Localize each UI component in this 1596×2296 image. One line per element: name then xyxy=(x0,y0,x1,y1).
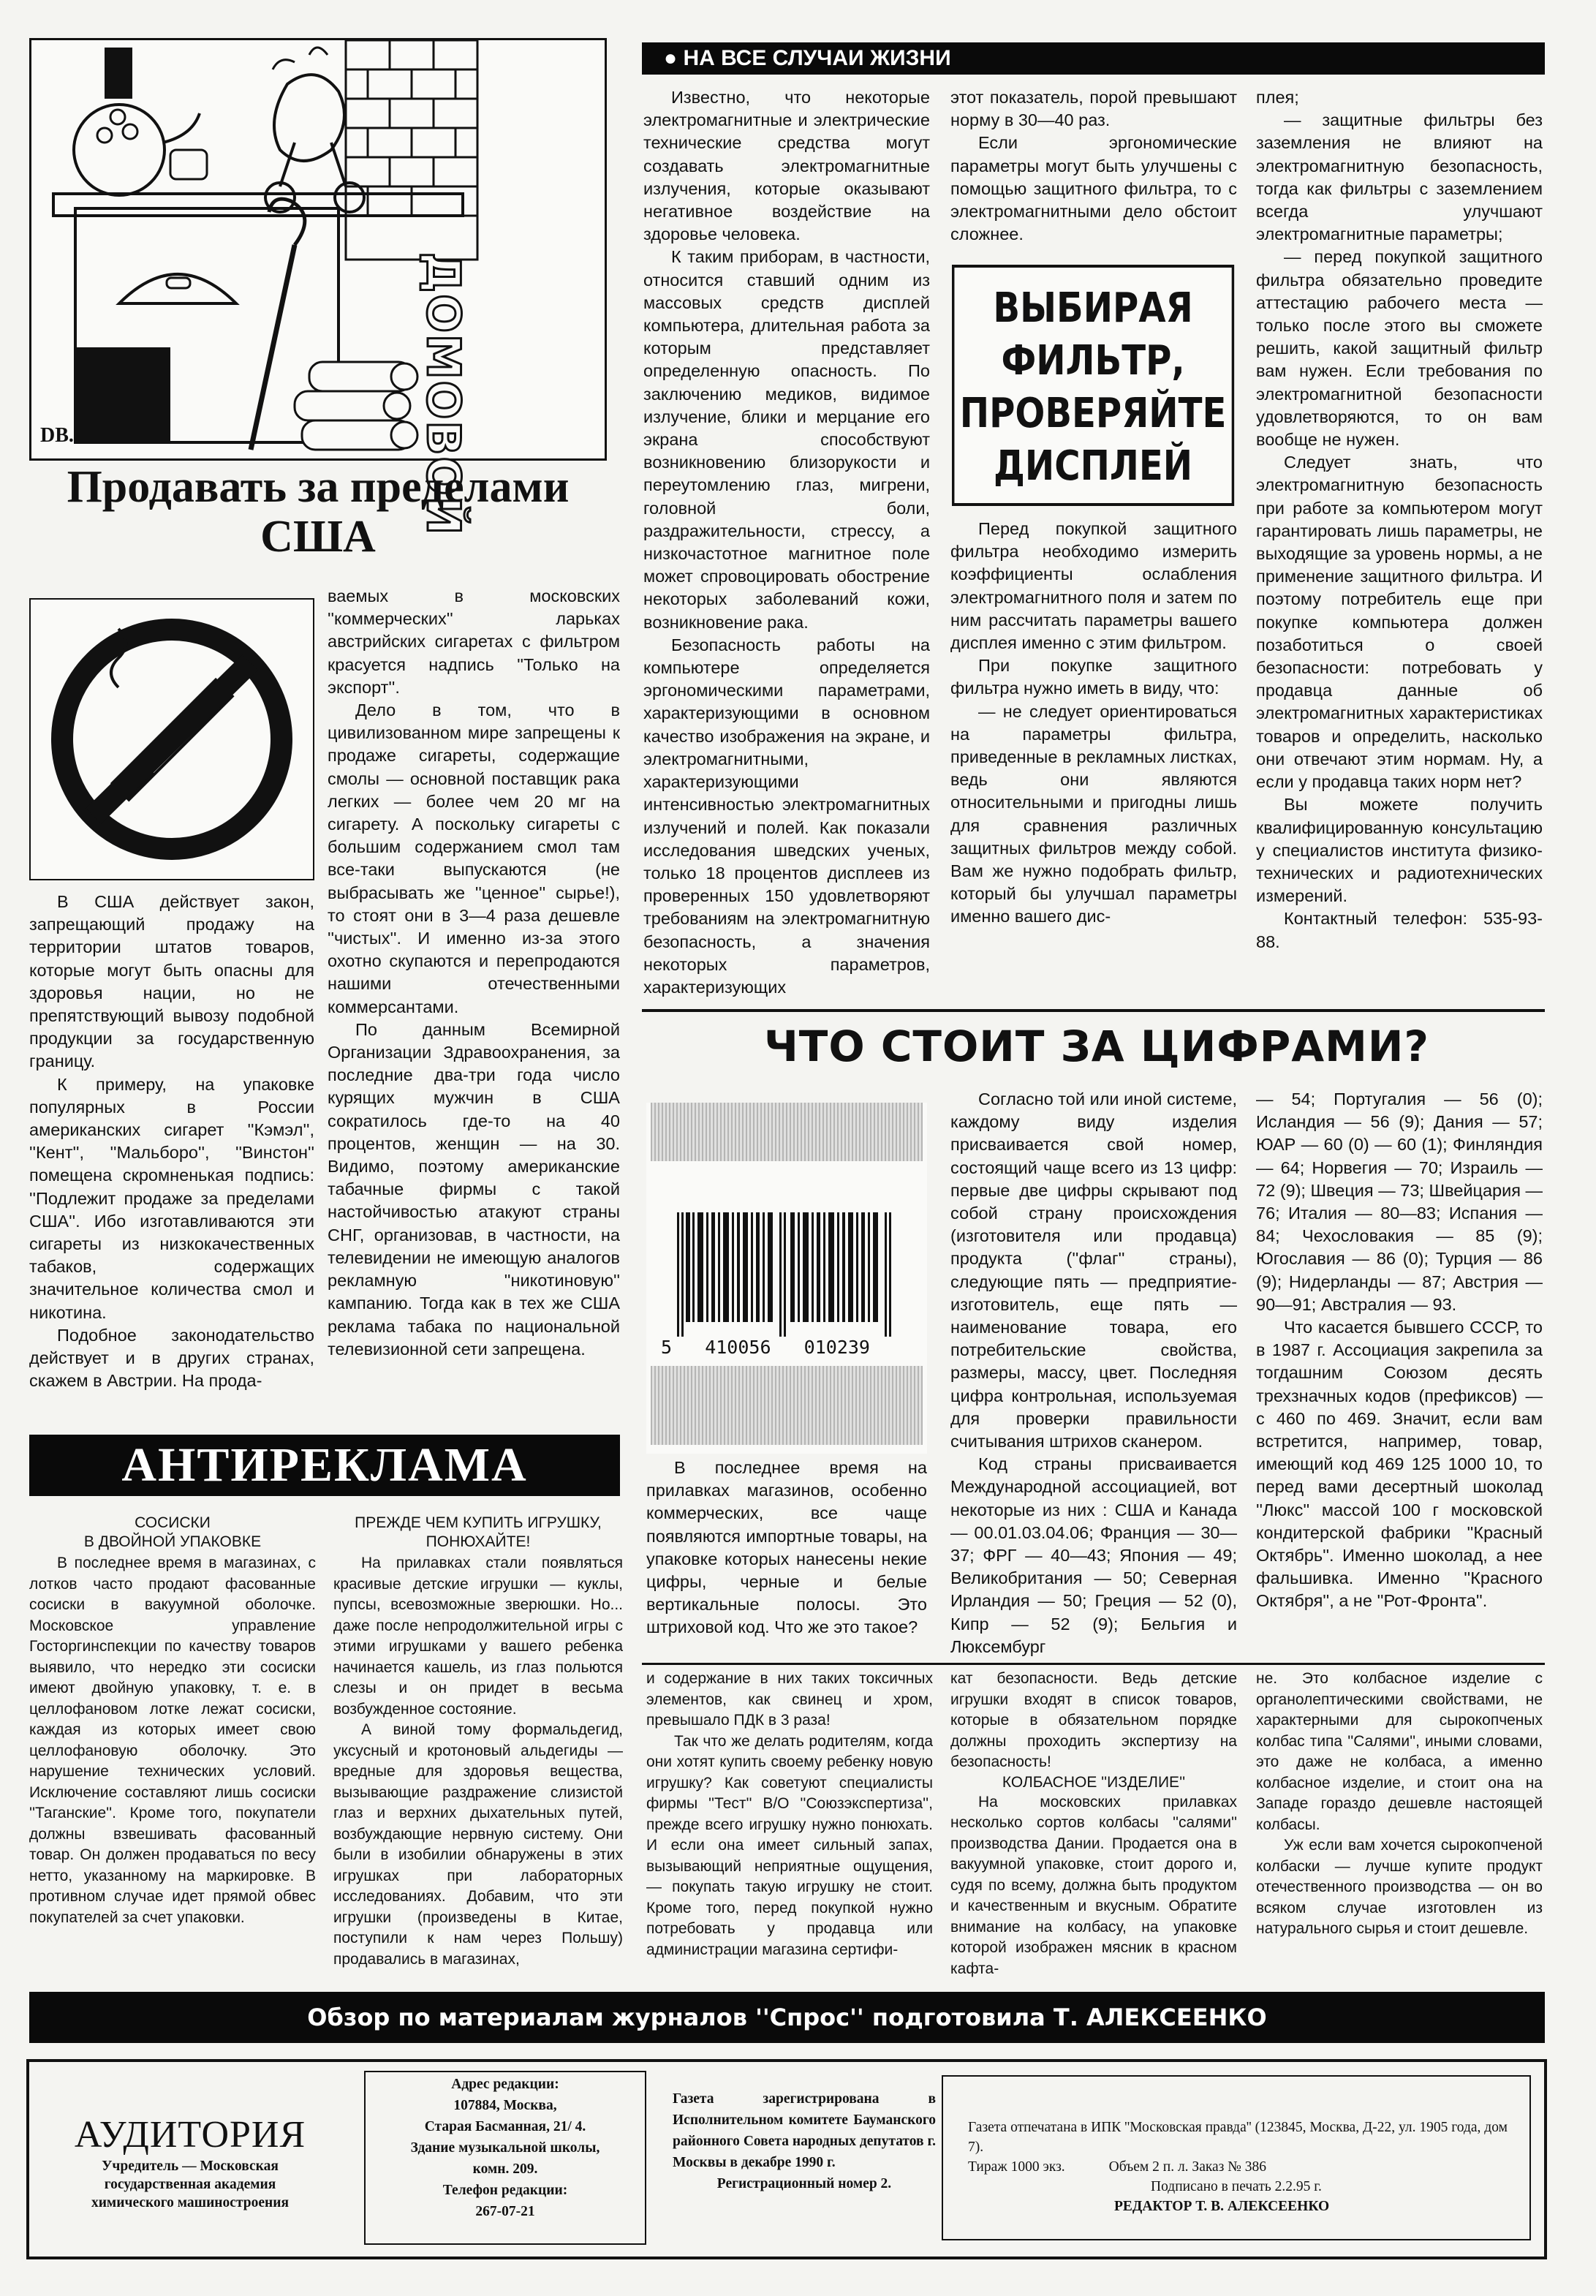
paragraph: В последнее время на прилавках магазинов, особенно коммерческих, все чаще появляются импортные товары, на упаковке которых нанесены некие цифры, черные и белые вертикальные полосы. Это штриховой код. Что же это такое? xyxy=(646,1458,927,1637)
paragraph: Согласно той или иной системе, каждому виду изделия присваивается свой номер, состоящий чаще всего из 13 цифр: первые две цифры скрывают под собой страну происхождения (изготовителя или продавца) продукта (''флаг'' страны), следующие пять — предприятие-изготовитель, еще пять — наименование товара, его потребительские свойства, размеры, массу, цвет. Последняя цифра контрольная, используемая для проверки правильности считывания штрихов сканером. xyxy=(950,1090,1237,1451)
usa-col-1 xyxy=(29,891,314,1392)
address-line: Телефон редакции: xyxy=(442,2183,568,2198)
antiad-col-1 xyxy=(29,1514,316,1928)
paragraph: Подобное законодательство действует и в других странах, скажем в Австрии. На прода- xyxy=(29,1325,314,1391)
address-line: Здание музыкальной школы, xyxy=(410,2140,600,2156)
paragraph: В США действует закон, запрещающий продажу на территории штатов товаров, которые могут быть опасны для здоровья нации, но не препятствующий вывозу подобной продукции за государственную границу. xyxy=(29,892,314,1071)
subheading: В ДВОЙНОЙ УПАКОВКЕ xyxy=(83,1533,262,1550)
filter-col-1 xyxy=(643,86,930,999)
rubric-bar xyxy=(642,42,1545,75)
paragraph: В последнее время в магазинах, с лотков часто продают фасованные сосиски в вакуумной оболочке. Московское управление Госторгинспекции по качеству товаров выявило, что нередко эти сосиски имеют двойную упаковку, т. е. в целлофановом лотке лежат сосиски, каждая из которых имеет свою целлофановую оболочку. Это нарушение технических условий. Исключение составляют лишь сосиски ''Таганские''. Кроме того, покупатели должны взвешивать фасованный товар. Он должен продаваться по весу нетто, указанному на маркировке. В противном случае идет прямой обвес покупателей за счет упаковки. xyxy=(29,1555,316,1926)
subheading: КОЛБАСНОЕ ''ИЗДЕЛИЕ'' xyxy=(1002,1773,1186,1791)
antiad-col-2 xyxy=(333,1514,623,1970)
barcode-col-1 xyxy=(646,1457,927,1639)
paragraph: При покупке защитного фильтра нужно иметь в виду, что: xyxy=(950,656,1237,698)
halftone-band xyxy=(651,1366,923,1445)
barcode-col-3 xyxy=(1256,1088,1543,1613)
usa-col-2 xyxy=(328,585,620,1361)
halftone-band xyxy=(651,1103,923,1161)
usa-headline: Продавать за пределами США xyxy=(67,462,570,562)
address-line: комн. 209. xyxy=(472,2161,538,2177)
signed-date: Подписано в печать 2.2.95 г. xyxy=(1151,2179,1322,2194)
paragraph: На прилавках стали появляться красивые детские игрушки — куклы, пупсы, всевозможные зверюшки. Но... даже после непродолжительной игры с этими игрушками у вашего ребенка начинается кашель, из глаз польются слезы и он придет в весьма возбужденное состояние. xyxy=(333,1555,623,1718)
filter-col-3 xyxy=(1256,86,1543,953)
founder-line: государственная академия xyxy=(104,2177,276,2192)
editor: РЕДАКТОР Т. В. АЛЕКСЕЕНКО xyxy=(1114,2199,1330,2214)
barcode-number: 5 410056 010239 xyxy=(661,1337,870,1358)
antiad-banner xyxy=(29,1435,620,1496)
cartoon-title: ДОМОВОЙ xyxy=(417,252,470,537)
cartoon-drawing xyxy=(31,40,605,458)
address-line: Адрес редакции: xyxy=(451,2077,559,2092)
founder-line: Учредитель — Московская xyxy=(102,2159,279,2174)
subheading: ПРЕЖДЕ ЧЕМ КУПИТЬ ИГРУШКУ, xyxy=(355,1514,602,1531)
divider-line xyxy=(642,1009,1545,1012)
subheading: СОСИСКИ xyxy=(135,1514,211,1531)
paragraph: этот показатель, порой превышают норму в 30—40 раз. xyxy=(950,88,1237,130)
paragraph: кат безопасности. Ведь детские игрушки входят в список товаров, которые в обязательном порядке должны проходить экспертизу на безопасность! xyxy=(950,1670,1237,1770)
address-block xyxy=(367,2074,643,2222)
rubric-bullet: ● xyxy=(664,46,684,70)
paragraph: Безопасность работы на компьютере определяется эргономическими параметрами, характеризующими в основном качество изображения на экране, и электромагнитными, характеризующими интенсивностью электромагнитных излучений и полей. Как показали исследования шведских ученых, только 18 процентов дисплеев из проверенных 150 удовлетворяют требованиям на электромагнитную безопасность, а значения некоторых параметров, характеризующих xyxy=(643,635,930,997)
cartoon-signature: DB. xyxy=(40,424,74,447)
barcode-headline: ЧТО СТОИТ ЗА ЦИФРАМИ? xyxy=(763,1022,1430,1071)
paragraph: плея; xyxy=(1256,88,1299,107)
filter-title-line: ПРОВЕРЯЙТЕ xyxy=(959,390,1227,437)
registration-text: Газета зарегистрирована в Исполнительном комитете Бауманского районного Совета народных депутатов г. Москвы в декабре 1990 г. xyxy=(673,2091,936,2170)
review-credit: Обзор по материалам журналов ''Спрос'' подготовила Т. АЛЕКСЕЕНКО xyxy=(307,2004,1267,2031)
paragraph: Следует знать, что электромагнитную безопасность при работе за компьютером могут гарантировать лишь параметры, не выходящие за уровень нормы, а не применение защитного фильтра. И поэтому потребитель еще при покупке компьютера должен позаботиться о своей безопасности: потребовать у продавца данные об электромагнитных характеристиках товаров и определить, насколько они отвечают этим нормам. Ну, а если у продавца таких норм нет? xyxy=(1256,453,1543,792)
founder-line: химического машиностроения xyxy=(91,2195,290,2210)
paragraph: По данным Всемирной Организации Здравоохранения, за последние два-три года число курящих мужчин в США сократилось где-то на 40 процентов, женщин — на 30. Видимо, поэтому американские табачные фирмы с такой настойчивостью атакуют страны СНГ, организовав, в частности, на телевидении не имеющую аналогов рекламную ''никотиновую'' кампанию. Тогда как в тех же США реклама табака по национальной телевизионной сети запрещена. xyxy=(328,1019,620,1359)
filter-title-line: ФИЛЬТР, xyxy=(1001,337,1185,385)
address-line: Старая Басманная, 21/ 4. xyxy=(424,2119,586,2134)
paragraph: На московских прилавках несколько сортов колбасы ''салями'' производства Дании. Продается она в вакуумной упаковке, стоит дорого и, судя по всему, должна быть продуктом и качественным и вкусным. Обратите внимание на колбасу, на упаковке которой изображен мясник в красном кафта- xyxy=(950,1793,1237,1977)
printing-block xyxy=(968,2118,1509,2216)
antiad-col-3 xyxy=(646,1669,933,1960)
paragraph: Вы можете получить квалифицированную консультацию у специалистов института физико-технических и радиотехнических измерений. xyxy=(1256,795,1543,906)
review-bar xyxy=(29,1992,1545,2043)
barcode-col-2 xyxy=(950,1088,1237,1658)
paragraph: Код страны присваивается Международной ассоциацией, вот некоторые из них : США и Канада — 00.01.03.04.06; Франция — 30—37; ФРГ — 40—43; Япония — 49; Великобритания — 50; Северная Ирландия — 50; Греция — 52 (0), Кипр — 52 (9); Бельгия и Люксембург xyxy=(950,1454,1237,1656)
circulation: Тираж 1000 экз. xyxy=(968,2159,1065,2175)
antiad-headline: АНТИРЕКЛАМА xyxy=(121,1438,528,1492)
filter-title-line: ВЫБИРАЯ xyxy=(993,284,1193,332)
no-smoking-sign xyxy=(29,598,314,880)
divider-line xyxy=(642,1663,1545,1665)
paragraph: — 54; Португалия — 56 (0); Исландия — 56 (9); Дания — 57; ЮАР — 60 (0) — 60 (1); Финляндия — 64; Норвегия — 70; Израиль — 72 (9); Швеция — 73; Швейцария — 76; Италия — 80—83; Испания — 84; Чехословакия — 85 (9); Югославия — 86 (0); Турция — 86 (9); Нидерланды — 87; Австрия — 90—91; Австралия — 93. xyxy=(1256,1090,1543,1314)
newspaper-name: АУДИТОРИЯ xyxy=(74,2114,306,2156)
filter-title-line: ДИСПЛЕЙ xyxy=(994,442,1193,490)
paragraph: Дело в том, что в цивилизованном мире запрещены к продаже сигареты, содержащие смолы — основной поставщик рака легких — более чем 20 мг на сигарету. А поскольку сигареты с большим содержанием смол там все-таки выпускаются (не выбрасывать же ''ценное'' сырье!), то стоят они в 3—4 раза дешевле ''чистых''. И именно из-за этого охотно скупаются и перепродаются нашими отечественными коммерсантами. xyxy=(328,700,620,1016)
paragraph: К примеру, на упаковке популярных в России американских сигарет ''Кэмэл'', ''Кент'', ''Мальборо'', ''Винстон'' помещена скромненькая подпись: ''Подлежит продаже за пределами США''. Ибо изготавливаются эти сигареты из низкокачественных табаков, содержащих значительное количества смол и никотина. xyxy=(29,1074,314,1322)
filter-title-box xyxy=(952,265,1234,506)
filter-col-2-bottom xyxy=(950,518,1237,929)
subheading: ПОНЮХАЙТЕ! xyxy=(426,1533,531,1550)
paragraph: — не следует ориентироваться на параметры фильтра, приведенные в рекламных листках, ведь они являются относительными и пригодны лишь для сравнения различных защитных фильтров между собой. Вам же нужно подобрать фильтр, который бы улучшал параметры именно вашего дис- xyxy=(950,701,1237,926)
paragraph: Известно, что некоторые электромагнитные и электрические технические средства могут создавать электромагнитные излучения, которые оказывают негативное воздействие на здоровье человека. xyxy=(643,88,930,244)
volume-order: Объем 2 п. л. Заказ № 386 xyxy=(1108,2159,1266,2175)
paragraph: ваемых в московских ''коммерческих'' ларьках австрийских сигаретах с фильтром красуется надпись ''Только на экспорт''. xyxy=(328,586,620,697)
registration-block xyxy=(673,2088,936,2194)
paragraph: не. Это колбасное изделие с органолептическими свойствами, не характерными для сырокопченых колбас типа ''Салями'', иными словами, это даже не колбаса, а именно колбасное изделие, и стоит она на Западе гораздо дешевле настоящей колбасы. xyxy=(1256,1670,1543,1833)
paragraph: и содержание в них таких токсичных элементов, как свинец и хром, превышало ПДК в 3 раза! xyxy=(646,1670,933,1729)
paragraph: Контактный телефон: 535-93-88. xyxy=(1256,909,1543,951)
printing-house: Газета отпечатана в ИПК ''Московская правда'' (123845, Москва, Д-22, ул. 1905 года, дом 7). xyxy=(968,2120,1508,2155)
registration-number: Регистрационный номер 2. xyxy=(716,2176,892,2191)
barcode-bars xyxy=(677,1212,896,1337)
address-line: 267-07-21 xyxy=(475,2204,535,2219)
paragraph: — перед покупкой защитного фильтра обязательно проведите аттестацию рабочего места — только после этого вы сможете решить, какой защитный фильтр вам нужен. Если требования по электромагнитной безопасности удовлетворяются, то он вам вообще не нужен. xyxy=(1256,247,1543,450)
antiad-col-5 xyxy=(1256,1669,1543,1940)
paragraph: А виной тому формальдегид, уксусный и кротоновый альдегиды — вредные для здоровья вещества, вызывающие раздражение слизистой глаз и верхних дыхательных путей, возбуждающие нервную систему. Они были в изобилии обнаружены в этих игрушках при лабораторных исследованиях. Добавим, что эти игрушки (произведены в Китае, поступили к нам через Польшу) продавались в магазинах, xyxy=(333,1721,623,1968)
paragraph: Перед покупкой защитного фильтра необходимо измерить коэффициенты ослабления электромагнитного поля и затем по ним рассчитать параметры вашего дисплея именно с этим фильтром. xyxy=(950,519,1237,653)
paragraph: Что касается бывшего СССР, то в 1987 г. Ассоциация закрепила за тогдашним Союзом десять трехзначных кодов (префиксов) — с 460 по 469. Значит, если вам встретится, например, товар, имеющий код 469 125 1000 10, то перед вами десертный шоколад ''Люкс'' массой 100 г московской кондитерской фабрики ''Красный Октябрь''. Именно шоколад, а нее фальшивка. Именно ''Красного Октября'', а не ''Рот-Фронта''. xyxy=(1256,1318,1543,1611)
rubric-title: НА ВСЕ СЛУЧАИ ЖИЗНИ xyxy=(683,46,951,70)
paragraph: К таким приборам, в частности, относится ставший одним из массовых средств дисплей компьютера, длительная работа за которым представляет определенную опасность. По заключению медиков, видимое излучение, блики и мерцание его экрана способствуют возникновению близорукости и переутомлению глаз, мигрени, головной боли, раздражительности, стрессу, а низкочастотное магнитное поле может спровоцировать обострение некоторых заболеваний кожи, возникновение рака. xyxy=(643,247,930,632)
filter-col-2-top xyxy=(950,86,1237,246)
paragraph: Так что же делать родителям, когда они хотят купить своему ребенку новую игрушку? Как советуют специалисты фирмы ''Тест'' В/О ''Союзэкспертиза'', прежде всего игрушку нужно понюхать. И если она имеет сильный запах, вызывающий неприятные ощущения, — покупать такую игрушку не стоит. Кроме того, перед покупкой нужно потребовать у продавца или администрации магазина сертифи- xyxy=(646,1732,933,1958)
address-line: 107884, Москва, xyxy=(453,2098,557,2113)
paragraph: Если эргономические параметры могут быть улучшены с помощью защитного фильтра, то с электромагнитными дело обстоит сложнее. xyxy=(950,133,1237,244)
paragraph: Уж если вам хочется сырокопченой колбаски — лучше купите продукт отечественного производства — он во всяком случае изготовлен из натурального сырья и стоит дешевле. xyxy=(1256,1837,1543,1937)
antiad-col-4 xyxy=(950,1669,1237,1979)
barcode-image xyxy=(646,1103,927,1454)
paragraph: — защитные фильтры без заземления не влияют на электромагнитную безопасность, тогда как фильтры с заземлением всегда улучшают электромагнитные параметры; xyxy=(1256,110,1543,244)
masthead-name-block xyxy=(44,2113,336,2212)
